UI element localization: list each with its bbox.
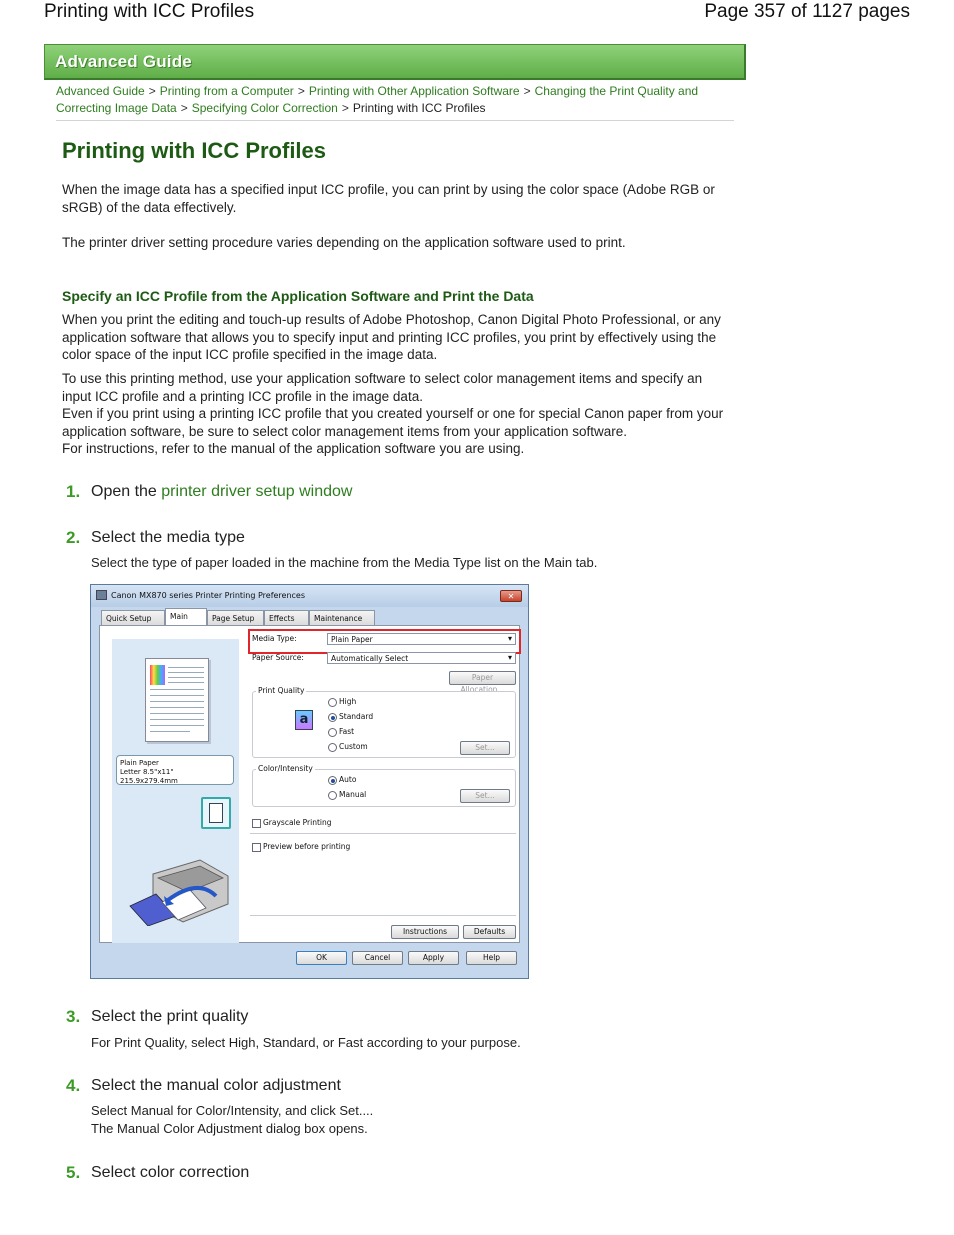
media-type-select[interactable]: Plain Paper ▾ bbox=[327, 633, 516, 645]
step-label: Select the media type bbox=[91, 529, 245, 546]
step-label: Select color correction bbox=[91, 1164, 250, 1181]
step-number: 4. bbox=[66, 1076, 81, 1095]
paper-info-box bbox=[116, 755, 234, 785]
banner-label: Advanced Guide bbox=[55, 52, 192, 71]
ok-button[interactable]: OK bbox=[296, 951, 347, 965]
section-paragraph-2 bbox=[62, 370, 732, 458]
step-number: 1. bbox=[66, 482, 81, 501]
step-2-description: Select the type of paper loaded in the machine from the Media Type list on the Main tab. bbox=[91, 555, 598, 570]
page-number: Page 357 of 1127 pages bbox=[704, 1, 910, 22]
page-header bbox=[0, 0, 954, 28]
step-4-description bbox=[91, 1102, 731, 1138]
tab-quick-setup[interactable]: Quick Setup bbox=[101, 610, 165, 625]
color-intensity-label: Color/Intensity bbox=[258, 764, 313, 773]
step-number: 5. bbox=[66, 1163, 81, 1182]
step-4-text-1: Select Manual for Color/Intensity, and click Set.... bbox=[91, 1103, 374, 1118]
print-quality-label: Print Quality bbox=[258, 686, 305, 695]
divider bbox=[56, 120, 734, 121]
divider bbox=[250, 915, 516, 916]
paper-allocation-button[interactable]: Paper Allocation... bbox=[449, 671, 516, 685]
print-quality-icon: a bbox=[295, 710, 313, 730]
tab-main[interactable]: Main bbox=[165, 608, 207, 626]
breadcrumb-link-color-correction[interactable]: Specifying Color Correction bbox=[191, 101, 338, 115]
section-heading: Specify an ICC Profile from the Application Software and Print the Data bbox=[62, 288, 534, 304]
preview-before-printing-checkbox[interactable]: Preview before printing bbox=[252, 842, 350, 851]
paper-info-type: Plain Paper bbox=[120, 759, 159, 767]
main-tab-panel bbox=[99, 625, 520, 943]
quality-set-button[interactable]: Set... bbox=[460, 741, 510, 755]
breadcrumb-separator: > bbox=[180, 101, 188, 115]
document-title: Printing with ICC Profiles bbox=[44, 1, 255, 22]
breadcrumb-link-other-app-software[interactable]: Printing with Other Application Software bbox=[308, 84, 520, 98]
step-label: Select the print quality bbox=[91, 1008, 249, 1025]
printer-preferences-dialog bbox=[90, 584, 529, 979]
paper-source-label: Paper Source: bbox=[252, 653, 304, 662]
advanced-guide-banner bbox=[44, 44, 746, 80]
paper-preview-icon bbox=[145, 658, 209, 742]
grayscale-checkbox[interactable]: Grayscale Printing bbox=[252, 818, 332, 827]
tab-page-setup[interactable]: Page Setup bbox=[207, 610, 264, 625]
tab-maintenance[interactable]: Maintenance bbox=[309, 610, 375, 625]
intro-paragraph-2: The printer driver setting procedure varies depending on the application software used to print. bbox=[62, 235, 626, 250]
section-text-c: For instructions, refer to the manual of the application software you are using. bbox=[62, 441, 525, 456]
paper-source-select[interactable]: Automatically Select ▾ bbox=[327, 652, 516, 664]
preview-area bbox=[112, 639, 239, 943]
breadcrumb-link-printing-from-computer[interactable]: Printing from a Computer bbox=[159, 84, 294, 98]
quality-standard-radio[interactable]: Standard bbox=[328, 712, 373, 721]
breadcrumb bbox=[56, 83, 736, 117]
printer-driver-setup-link[interactable]: printer driver setup window bbox=[161, 483, 353, 500]
breadcrumb-separator: > bbox=[341, 101, 349, 115]
defaults-button[interactable]: Defaults bbox=[463, 925, 516, 939]
dialog-title: Canon MX870 series Printer Printing Preferences bbox=[111, 591, 306, 600]
printer-illustration-icon bbox=[128, 856, 233, 926]
apply-button[interactable]: Apply bbox=[408, 951, 459, 965]
intro-paragraph: When the image data has a specified input ICC profile, you can print by using the color space (Adobe RGB or sRGB) of the data effectively. bbox=[62, 182, 715, 215]
step-label-text: Open the bbox=[91, 483, 162, 500]
breadcrumb-separator: > bbox=[148, 84, 156, 98]
quality-custom-radio[interactable]: Custom bbox=[328, 742, 368, 751]
step-4-text-2: The Manual Color Adjustment dialog box opens. bbox=[91, 1121, 368, 1136]
paper-size-icon bbox=[201, 797, 231, 829]
help-button[interactable]: Help bbox=[466, 951, 517, 965]
divider bbox=[250, 833, 516, 834]
breadcrumb-separator: > bbox=[523, 84, 531, 98]
step-label bbox=[91, 483, 352, 501]
step-number: 2. bbox=[66, 528, 81, 547]
close-button[interactable]: ✕ bbox=[500, 590, 522, 602]
color-manual-radio[interactable]: Manual bbox=[328, 790, 366, 799]
instructions-button[interactable]: Instructions bbox=[391, 925, 459, 939]
section-text-a: To use this printing method, use your application software to select color management items and specify an input ICC profile and a printing ICC profile in the image data. bbox=[62, 371, 703, 404]
media-type-label: Media Type: bbox=[252, 634, 297, 643]
breadcrumb-separator: > bbox=[297, 84, 305, 98]
dialog-titlebar bbox=[91, 585, 528, 607]
color-auto-radio[interactable]: Auto bbox=[328, 775, 356, 784]
color-set-button[interactable]: Set... bbox=[460, 789, 510, 803]
quality-high-radio[interactable]: High bbox=[328, 697, 356, 706]
page-title: Printing with ICC Profiles bbox=[62, 138, 327, 163]
paper-info-size: Letter 8.5"x11" 215.9x279.4mm bbox=[120, 768, 178, 785]
tab-effects[interactable]: Effects bbox=[264, 610, 309, 625]
step-label: Select the manual color adjustment bbox=[91, 1077, 341, 1094]
breadcrumb-link-print-quality[interactable]: Changing the Print Quality and Correcting Image Data bbox=[56, 84, 699, 115]
step-number: 3. bbox=[66, 1007, 81, 1026]
quality-fast-radio[interactable]: Fast bbox=[328, 727, 354, 736]
printer-icon bbox=[96, 590, 107, 600]
section-paragraph-1: When you print the editing and touch-up results of Adobe Photoshop, Canon Digital Photo Professional, or any application software that allows you to specify input and printing ICC profiles, you print by effectively using the color space of the input ICC profile specified in the image data. bbox=[62, 312, 721, 362]
breadcrumb-link-advanced-guide[interactable]: Advanced Guide bbox=[56, 84, 145, 98]
section-text-b: Even if you print using a printing ICC profile that you created yourself or one for special Canon paper from your application software, be sure to select color management items from your application software. bbox=[62, 406, 724, 439]
breadcrumb-current: Printing with ICC Profiles bbox=[352, 101, 486, 115]
step-3-description: For Print Quality, select High, Standard, or Fast according to your purpose. bbox=[91, 1035, 521, 1050]
cancel-button[interactable]: Cancel bbox=[352, 951, 403, 965]
